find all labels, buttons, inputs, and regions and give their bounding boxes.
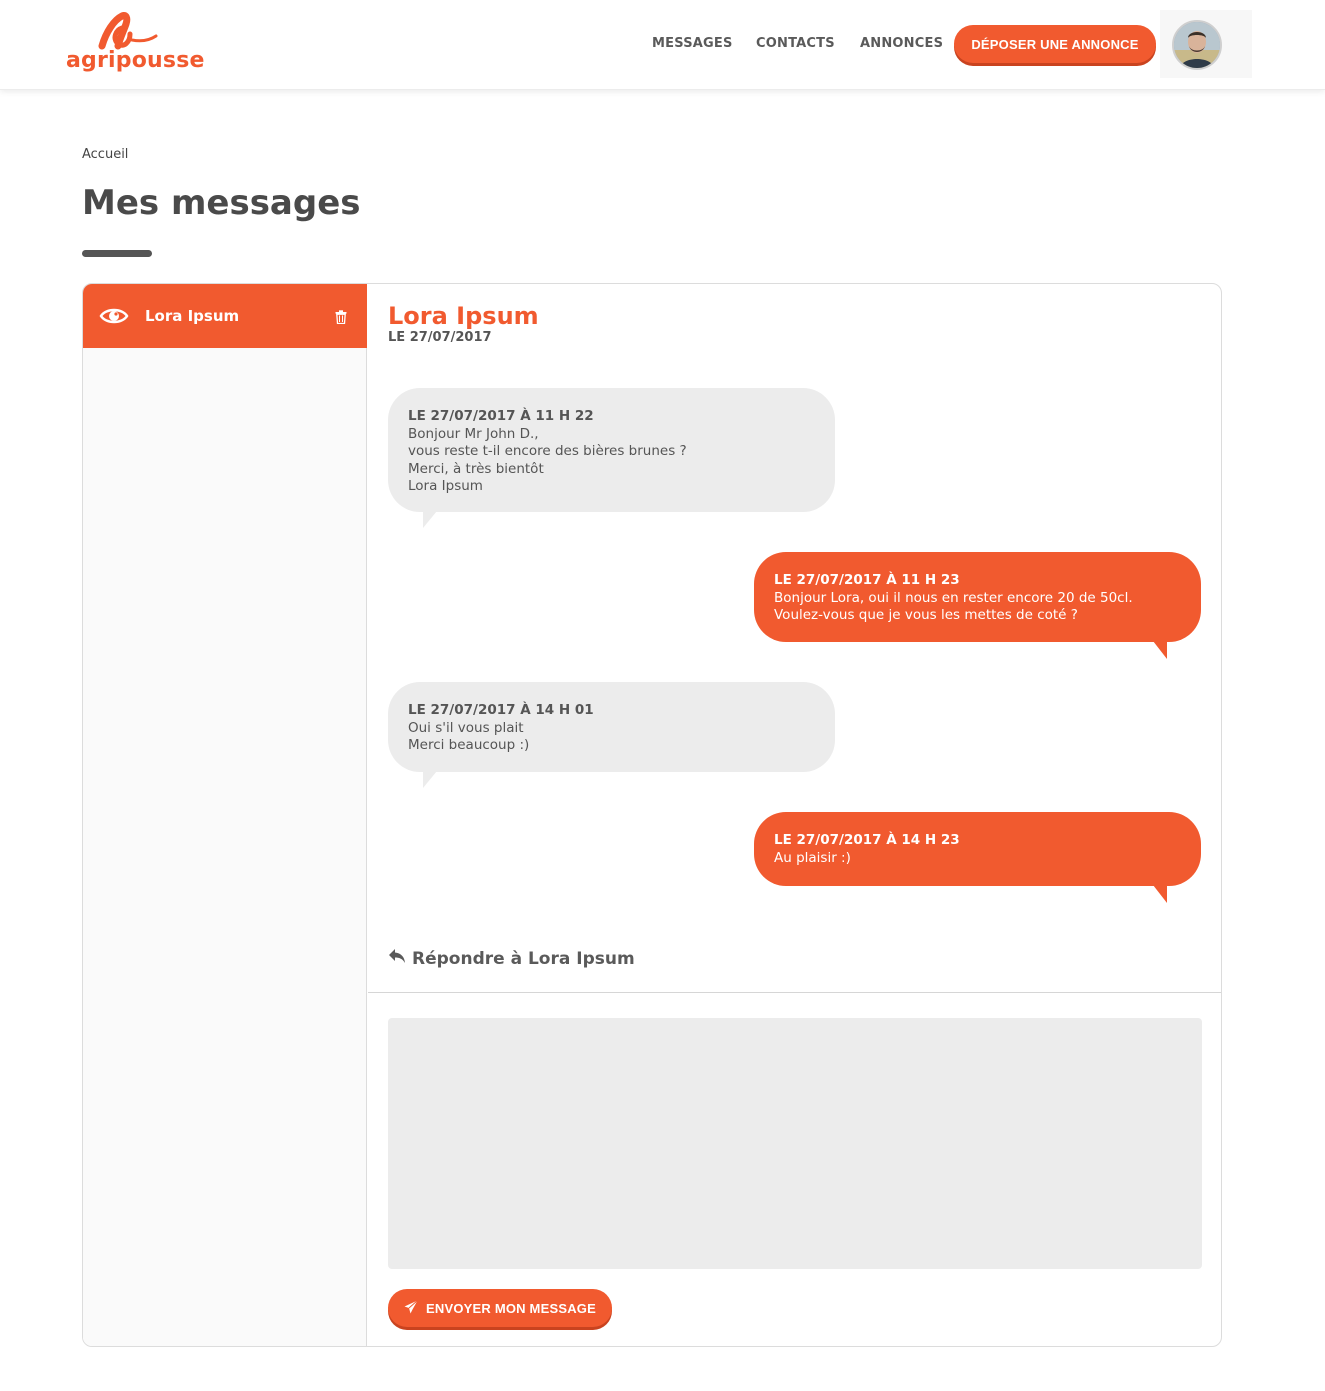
reply-textarea[interactable] xyxy=(388,1018,1202,1269)
logo-wordmark: agripousse xyxy=(66,48,205,73)
divider xyxy=(368,992,1221,993)
message-thread xyxy=(368,284,1221,1346)
messages-panel xyxy=(82,283,1222,1347)
reply-arrow-icon xyxy=(388,948,406,969)
deposer-annonce-button[interactable]: DÉPOSER UNE ANNONCE xyxy=(954,25,1156,63)
message-bubble-outgoing xyxy=(754,812,1201,886)
page-title: Mes messages xyxy=(82,183,361,223)
conversation-name: Lora Ipsum xyxy=(145,307,240,325)
user-photo-icon xyxy=(1174,22,1220,68)
message-line: Au plaisir :) xyxy=(774,849,851,866)
message-date: LE 27/07/2017 À 11 H 23 xyxy=(774,572,960,588)
message-line: Merci, à très bientôt xyxy=(408,460,544,477)
avatar[interactable] xyxy=(1172,20,1222,70)
site-header xyxy=(0,0,1325,90)
send-label: ENVOYER MON MESSAGE xyxy=(426,1300,596,1316)
conversation-item[interactable] xyxy=(83,284,367,348)
message-line: Bonjour Mr John D., xyxy=(408,425,539,442)
message-line: vous reste t-il encore des bières brunes ? xyxy=(408,443,687,459)
bubble-tail xyxy=(423,771,437,788)
eye-icon xyxy=(99,304,129,332)
message-line: Oui s'il vous plait xyxy=(408,719,524,736)
agripousse-logo[interactable] xyxy=(66,12,205,76)
nav-annonces[interactable]: ANNONCES xyxy=(860,36,944,51)
reply-link[interactable] xyxy=(388,948,635,969)
message-bubble-incoming xyxy=(388,388,835,512)
conversation-list xyxy=(83,284,367,1346)
nav-contacts[interactable]: CONTACTS xyxy=(756,36,835,51)
title-underline xyxy=(82,250,152,257)
message-bubble-incoming xyxy=(388,682,835,772)
thread-date: LE 27/07/2017 xyxy=(388,330,492,345)
message-line: Merci beaucoup :) xyxy=(408,737,530,753)
reply-label: Répondre à Lora Ipsum xyxy=(412,948,635,969)
bubble-tail xyxy=(423,511,437,528)
breadcrumb[interactable]: Accueil xyxy=(82,147,129,162)
bubble-tail xyxy=(1153,641,1167,659)
send-message-button[interactable] xyxy=(388,1289,612,1327)
trash-icon[interactable] xyxy=(335,309,347,328)
user-menu[interactable] xyxy=(1160,10,1252,78)
message-line: Lora Ipsum xyxy=(408,478,483,494)
thread-contact-name: Lora Ipsum xyxy=(388,302,539,330)
logo-mark-icon xyxy=(96,12,166,52)
message-date: LE 27/07/2017 À 14 H 23 xyxy=(774,832,960,848)
message-date: LE 27/07/2017 À 14 H 01 xyxy=(408,702,594,718)
message-bubble-outgoing xyxy=(754,552,1201,642)
message-line: Voulez-vous que je vous les mettes de coté ? xyxy=(774,607,1078,623)
paper-plane-icon xyxy=(404,1300,418,1317)
bubble-tail xyxy=(1153,885,1167,903)
message-line: Bonjour Lora, oui il nous en rester encore 20 de 50cl. xyxy=(774,589,1133,606)
nav-messages[interactable]: MESSAGES xyxy=(652,36,733,51)
message-date: LE 27/07/2017 À 11 H 22 xyxy=(408,408,594,424)
